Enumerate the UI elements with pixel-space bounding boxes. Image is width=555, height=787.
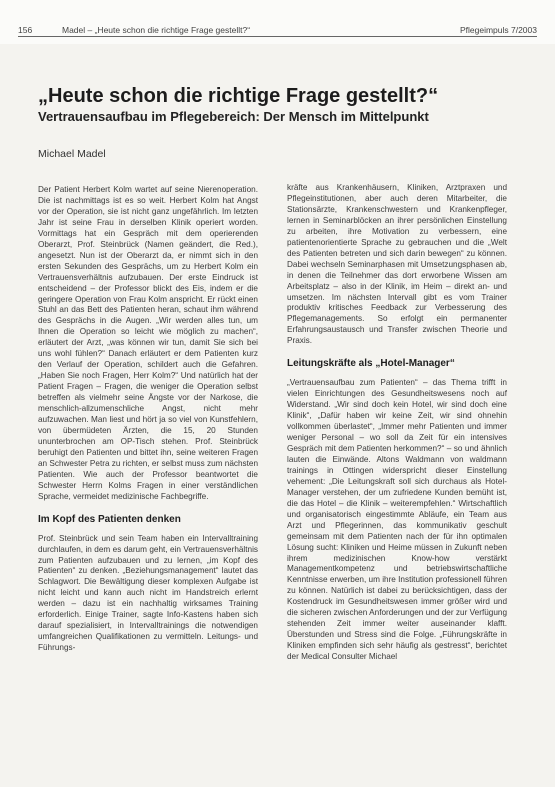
article-author: Michael Madel <box>38 148 106 160</box>
body-paragraph: kräfte aus Krankenhäusern, Kliniken, Arztpraxen und Pflegeinstitutionen, aber auch deren Mitarbeiter, die Stationsärzte, Krankenschwestern und Krankenpfleger, lernen in Seminarblöcken an ihrer persönlichen Einstellung zu arbeiten, ihre Motivation zu verbessern, eine patientenorientierte Sprache zu gebrauchen und die „Welt des Patienten betreten und sich darin bewegen“ zu können. Dabei wechseln Seminarphasen mit Umsetzungsphasen ab, in denen die Teilnehmer das dort erworbene Wissen am Arbeitsplatz – also in der Klinik, im Heim – direkt an- und umsetzen. Im nächsten Intervall gibt es vom Trainer produktiv kritisches Feedback zur Verbesserung des Pflegemanagements. So erfolgt ein permanenter Erfahrungsaustausch und Transfer zwischen Theorie und Praxis. <box>287 183 507 346</box>
section-heading: Im Kopf des Patienten denken <box>38 513 181 525</box>
body-paragraph: „Vertrauensaufbau zum Patienten“ – das Thema trifft in vielen Einrichtungen des Gesundheitswesens noch auf Widerstand. „Wir sind doch kein Hotel, wir sind doch eine Klinik“, „Dafür haben wir keine Zeit, wir sind ohnehin vollkommen überlastet“, „Immer mehr Patienten und immer weniger Personal – wo soll da Zeit für ein intensives Gespräch mit dem Patienten herkommen?“ – so und ähnlich lauten die Einwände. Altons Waldmann von waldmann trainings in Ottingen widerspricht dieser Einstellung vehement: „Die Leitungskraft soll sich durchaus als Hotel-Manager verstehen, der um zufriedene Kunden bemüht ist, die das Hotel – die Klinik – weiterempfehlen.“ Wirtschaftlich und organisatorisch eingestimmte Abläufe, ein Team aus Arzt und Pflegerinnen, das kommunikativ geschult gemeinsam mit dem Patienten nach der für ihn optimalen Lösung sucht: Kliniken und Heime müssen in Zukunft neben ihrem medizinischen Know-how verstärkt Managementkompetenz und betriebswirtschaftliche Kenntnisse erwerben, um ihre Institution professionell führen zu können. Natürlich ist dabei zu berücksichtigen, dass der Kostendruck im Gesundheitswesen immer größer wird und die sicheren zwischen Anforderungen und der zur Verfügung stehenden Zeit immer weiter auseinander klafft. Überstunden und Stress sind die Folge. „Führungskräfte in Kliniken empfinden sich sehr häufig als gestresst“, berichtet der Medical Consulter Michael <box>287 378 507 662</box>
running-title: Madel – „Heute schon die richtige Frage gestellt?“ <box>62 25 251 35</box>
section-heading: Leitungskräfte als „Hotel-Manager“ <box>287 358 455 370</box>
left-column <box>38 185 258 654</box>
journal-issue: Pflegeimpuls 7/2003 <box>459 25 537 35</box>
body-paragraph: Prof. Steinbrück und sein Team haben ein Intervalltraining durchlaufen, in dem es darum geht, ein Vertrauensverhältnis zum Patienten aufzubauen und zu lernen, „im Kopf des Patienten“ zu denken. „Beziehungsmanagement“ lautet das Schlagwort. Die Bewältigung dieser komplexen Aufgabe ist nicht leicht und kann auch nicht im Handstreich erlernt werden – dazu ist ein nachhaltig wirksames Training erforderlich. Einige Trainer, sagte Info-Kastens haben sich darauf spezialisiert, in Intervalltrainings die notwendigen umfangreichen Qualifikationen zu vermitteln. Leitungs- und Führungs- <box>38 533 258 653</box>
right-column <box>287 183 507 663</box>
header-divider <box>18 36 537 37</box>
article-subtitle: Vertrauensaufbau im Pflegebereich: Der Mensch im Mittelpunkt <box>38 109 429 124</box>
page-number: 156 <box>18 25 33 35</box>
body-paragraph: Der Patient Herbert Kolm wartet auf seine Nierenoperation. Die ist nachmittags ist es so weit. Herbert Kolm hat Angst vor der Operation, sie ist nicht ganz ungefährlich. Im letzten Jahr ist seine Frau in derselben Klinik operiert worden. Vormittags hat ein Gespräch mit dem operierenden Oberarzt, Prof. Steinbrück (Namen geändert, die Red.), angesetzt. Nun ist der Oberarzt da, er nimmt sich in den ersten Sekunden des Gesprächs, um zu Herbert Kolm ein Vertrauensverhältnis aufzubauen. Der erste Eindruck ist entscheidend – der Professor blickt des Eis, indem er die geringere Operation von Frau Kolm anspricht. Er rückt einen Stuhl an das Bett des Patienten heran, schaut ihm während des Gesprächs in die Augen. „Wir werden alles tun, um Ihnen die Operation so leicht wie möglich zu machen“, erläutert der Arzt, „was können wir tun, damit Sie sich bei uns wohl fühlen?“ Danach erläutert er dem Patienten kurz den Verlauf der Operation, schildert auch die Gefahren. „Haben Sie noch Fragen, Herr Kolm?“ Und natürlich hat der Patient Fragen – Fragen, die weniger die Operation selbst betreffen als vielmehr seine Ängste vor der Narkose, die menschlich-allzumenschliche Angst, nicht mehr aufzuwachen. Man liest und hört ja so viel von Kunstfehlern, von übermüdeten Ärzten, die 15, 20 Stunden ununterbrochen am OP-Tisch stehen. Prof. Steinbrück beruhigt den Patienten und bittet ihn, seine weiteren Fragen an Schwester Petra zu richten, er selbst muss zum nächsten Patienten. Wie auch der Professor beantwortet die Schwester Herrn Kolms Fragen in einer verständlichen Sprache, vermeidet medizinische Fachbegriffe. <box>38 185 258 501</box>
page-header <box>0 0 555 44</box>
article-title: „Heute schon die richtige Frage gestellt?“ <box>38 85 439 107</box>
